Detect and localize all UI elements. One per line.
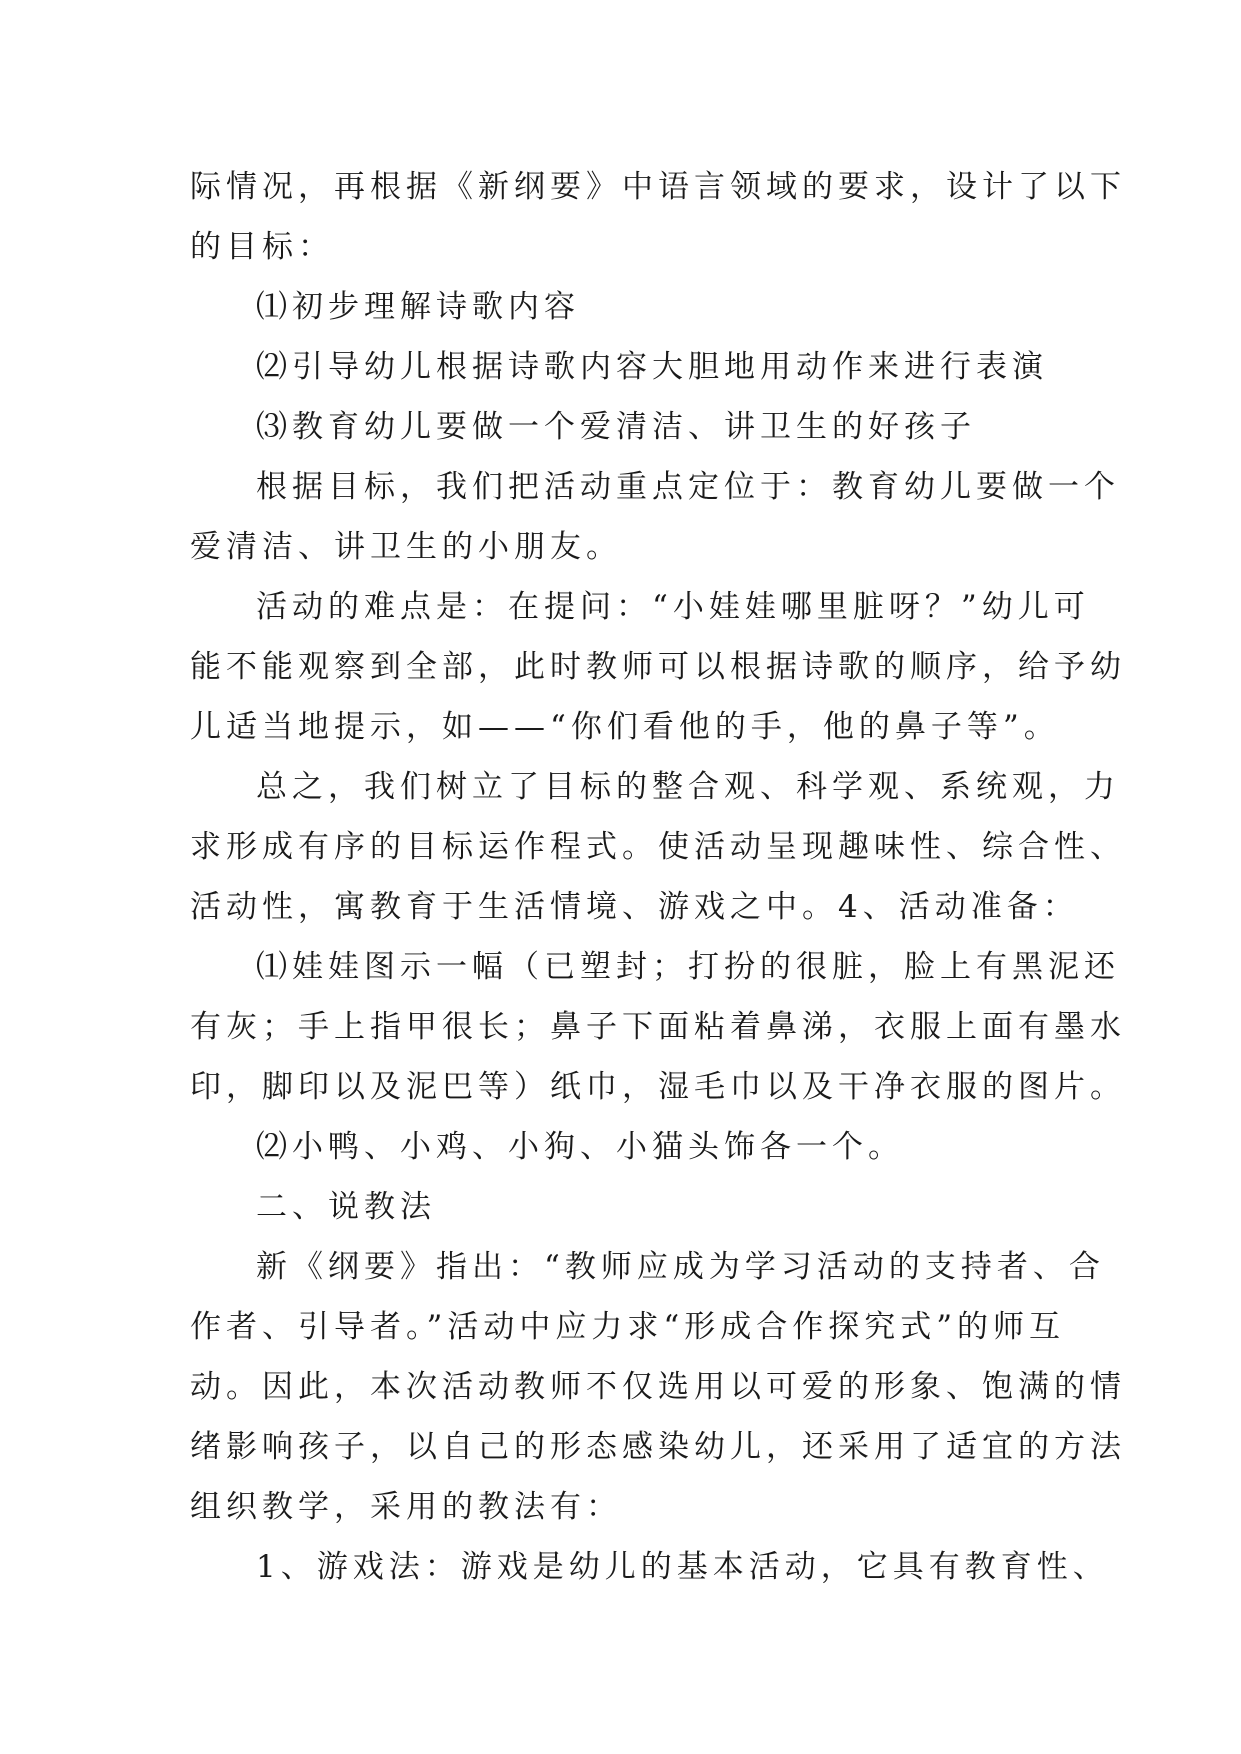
text-line: 活动的难点是：在提问：“小娃娃哪里脏呀？”幼儿可 — [256, 589, 1090, 625]
text-line: 绪影响孩子，以自己的形态感染幼儿，还采用了适宜的方法 — [190, 1429, 1126, 1465]
text-line: 爱清洁、讲卫生的小朋友。 — [190, 529, 622, 565]
text-line: 活动性，寓教育于生活情境、游戏之中。4、活动准备： — [190, 889, 1079, 925]
text-line: 动。因此，本次活动教师不仅选用以可爱的形象、饱满的情 — [190, 1369, 1126, 1405]
text-line: 新《纲要》指出：“教师应成为学习活动的支持者、合 — [256, 1249, 1105, 1285]
text-line: ⑵引导幼儿根据诗歌内容大胆地用动作来进行表演 — [256, 349, 1048, 385]
text-line: ⑵小鸭、小鸡、小狗、小猫头饰各一个。 — [256, 1129, 904, 1165]
text-line: 有灰；手上指甲很长；鼻子下面粘着鼻涕，衣服上面有墨水 — [190, 1009, 1126, 1045]
text-line: 儿适当地提示，如——“你们看他的手，他的鼻子等”。 — [190, 709, 1060, 745]
text-line: 1、游戏法：游戏是幼儿的基本活动，它具有教育性、 — [256, 1549, 1109, 1585]
document-body — [190, 157, 1126, 1597]
text-line: 组织教学，采用的教法有： — [190, 1489, 622, 1525]
text-line: 印，脚印以及泥巴等）纸巾，湿毛巾以及干净衣服的图片。 — [190, 1069, 1126, 1105]
text-line: 总之，我们树立了目标的整合观、科学观、系统观，力 — [256, 769, 1120, 805]
text-line: ⑴初步理解诗歌内容 — [256, 289, 580, 325]
section-heading: 二、说教法 — [256, 1189, 436, 1225]
text-line: 的目标： — [190, 229, 334, 265]
text-line: 根据目标，我们把活动重点定位于：教育幼儿要做一个 — [256, 469, 1120, 505]
text-line: 际情况，再根据《新纲要》中语言领域的要求，设计了以下 — [190, 169, 1126, 205]
text-line: 作者、引导者。”活动中应力求“形成合作探究式”的师互 — [190, 1309, 1066, 1345]
text-line: ⑶教育幼儿要做一个爱清洁、讲卫生的好孩子 — [256, 409, 976, 445]
text-line: 能不能观察到全部，此时教师可以根据诗歌的顺序，给予幼 — [190, 649, 1126, 685]
text-line: 求形成有序的目标运作程式。使活动呈现趣味性、综合性、 — [190, 829, 1126, 865]
text-line: ⑴娃娃图示一幅（已塑封；打扮的很脏，脸上有黑泥还 — [256, 949, 1120, 985]
